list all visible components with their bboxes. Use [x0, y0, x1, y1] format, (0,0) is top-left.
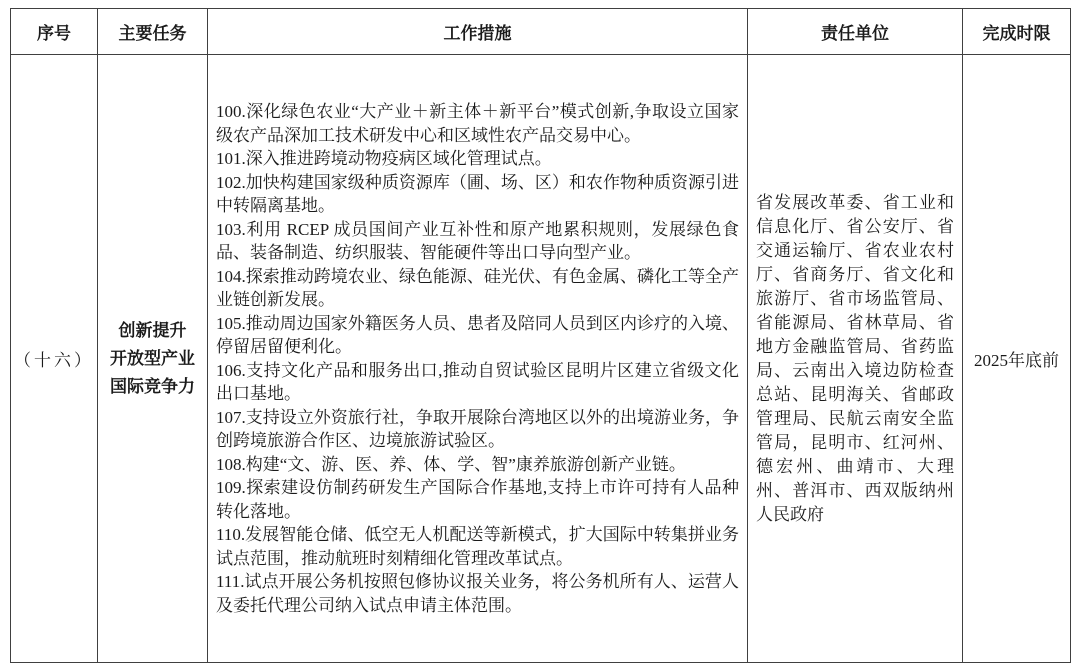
cell-main-task — [98, 55, 208, 663]
measure-item-111: 111.试点开展公务机按照包修协议报关业务，将公务机所有人、运营人及委托代理公司纳入试点申请主体范围。 — [216, 572, 739, 615]
measure-item-103: 103.利用 RCEP 成员国间产业互补性和原产地累积规则，发展绿色食品、装备制造、纺织服装、智能硬件等出口导向型产业。 — [216, 219, 739, 262]
header-seq: 序号 — [11, 9, 98, 55]
cell-deadline: 2025年底前 — [963, 55, 1071, 663]
main-task-line-3: 国际竞争力 — [110, 376, 195, 396]
measure-item-108: 108.构建“文、游、医、养、体、学、智”康养旅游创新产业链。 — [216, 454, 686, 474]
main-task-line-2: 开放型产业 — [110, 348, 195, 368]
table-row — [11, 55, 1071, 663]
measure-item-107: 107.支持设立外资旅行社，争取开展除台湾地区以外的出境游业务，争创跨境旅游合作区、边境旅游试验区。 — [216, 407, 739, 450]
work-measures-table — [10, 8, 1071, 663]
header-main-task: 主要任务 — [98, 9, 208, 55]
measure-item-104: 104.探索推动跨境农业、绿色能源、硅光伏、有色金属、磷化工等全产业链创新发展。 — [216, 266, 739, 309]
table-header-row — [11, 9, 1071, 55]
header-work-measures: 工作措施 — [208, 9, 748, 55]
cell-responsible-units: 省发展改革委、省工业和信息化厅、省公安厅、省交通运输厅、省农业农村厅、省商务厅、省文化和旅游厅、省市场监管局、省能源局、省林草局、省地方金融监管局、省药监局、云南出入境边防检查总站、昆明海关、省邮政管理局、民航云南安全监管局，昆明市、红河州、德宏州、曲靖市、大理州、普洱市、西双版纳州人民政府 — [748, 55, 963, 663]
measure-item-100: 100.深化绿色农业“大产业＋新主体＋新平台”模式创新,争取设立国家级农产品深加工技术研发中心和区域性农产品交易中心。 — [216, 102, 739, 145]
cell-work-measures — [208, 55, 748, 663]
measure-item-106: 106.支持文化产品和服务出口,推动自贸试验区昆明片区建立省级文化出口基地。 — [216, 360, 739, 403]
measure-item-109: 109.探索建设仿制药研发生产国际合作基地,支持上市许可持有人品种转化落地。 — [216, 478, 739, 521]
measure-item-105: 105.推动周边国家外籍医务人员、患者及陪同人员到区内诊疗的入境、停留居留便利化。 — [216, 313, 739, 356]
header-responsible-unit: 责任单位 — [748, 9, 963, 55]
main-task-line-1: 创新提升 — [118, 320, 187, 340]
measure-item-110: 110.发展智能仓储、低空无人机配送等新模式，扩大国际中转集拼业务试点范围，推动航班时刻精细化管理改革试点。 — [216, 525, 739, 568]
cell-seq-number: （十六） — [11, 55, 98, 663]
header-deadline: 完成时限 — [963, 9, 1071, 55]
measure-item-102: 102.加快构建国家级种质资源库（圃、场、区）和农作物种质资源引进中转隔离基地。 — [216, 172, 739, 215]
measure-item-101: 101.深入推进跨境动物疫病区域化管理试点。 — [216, 149, 552, 168]
